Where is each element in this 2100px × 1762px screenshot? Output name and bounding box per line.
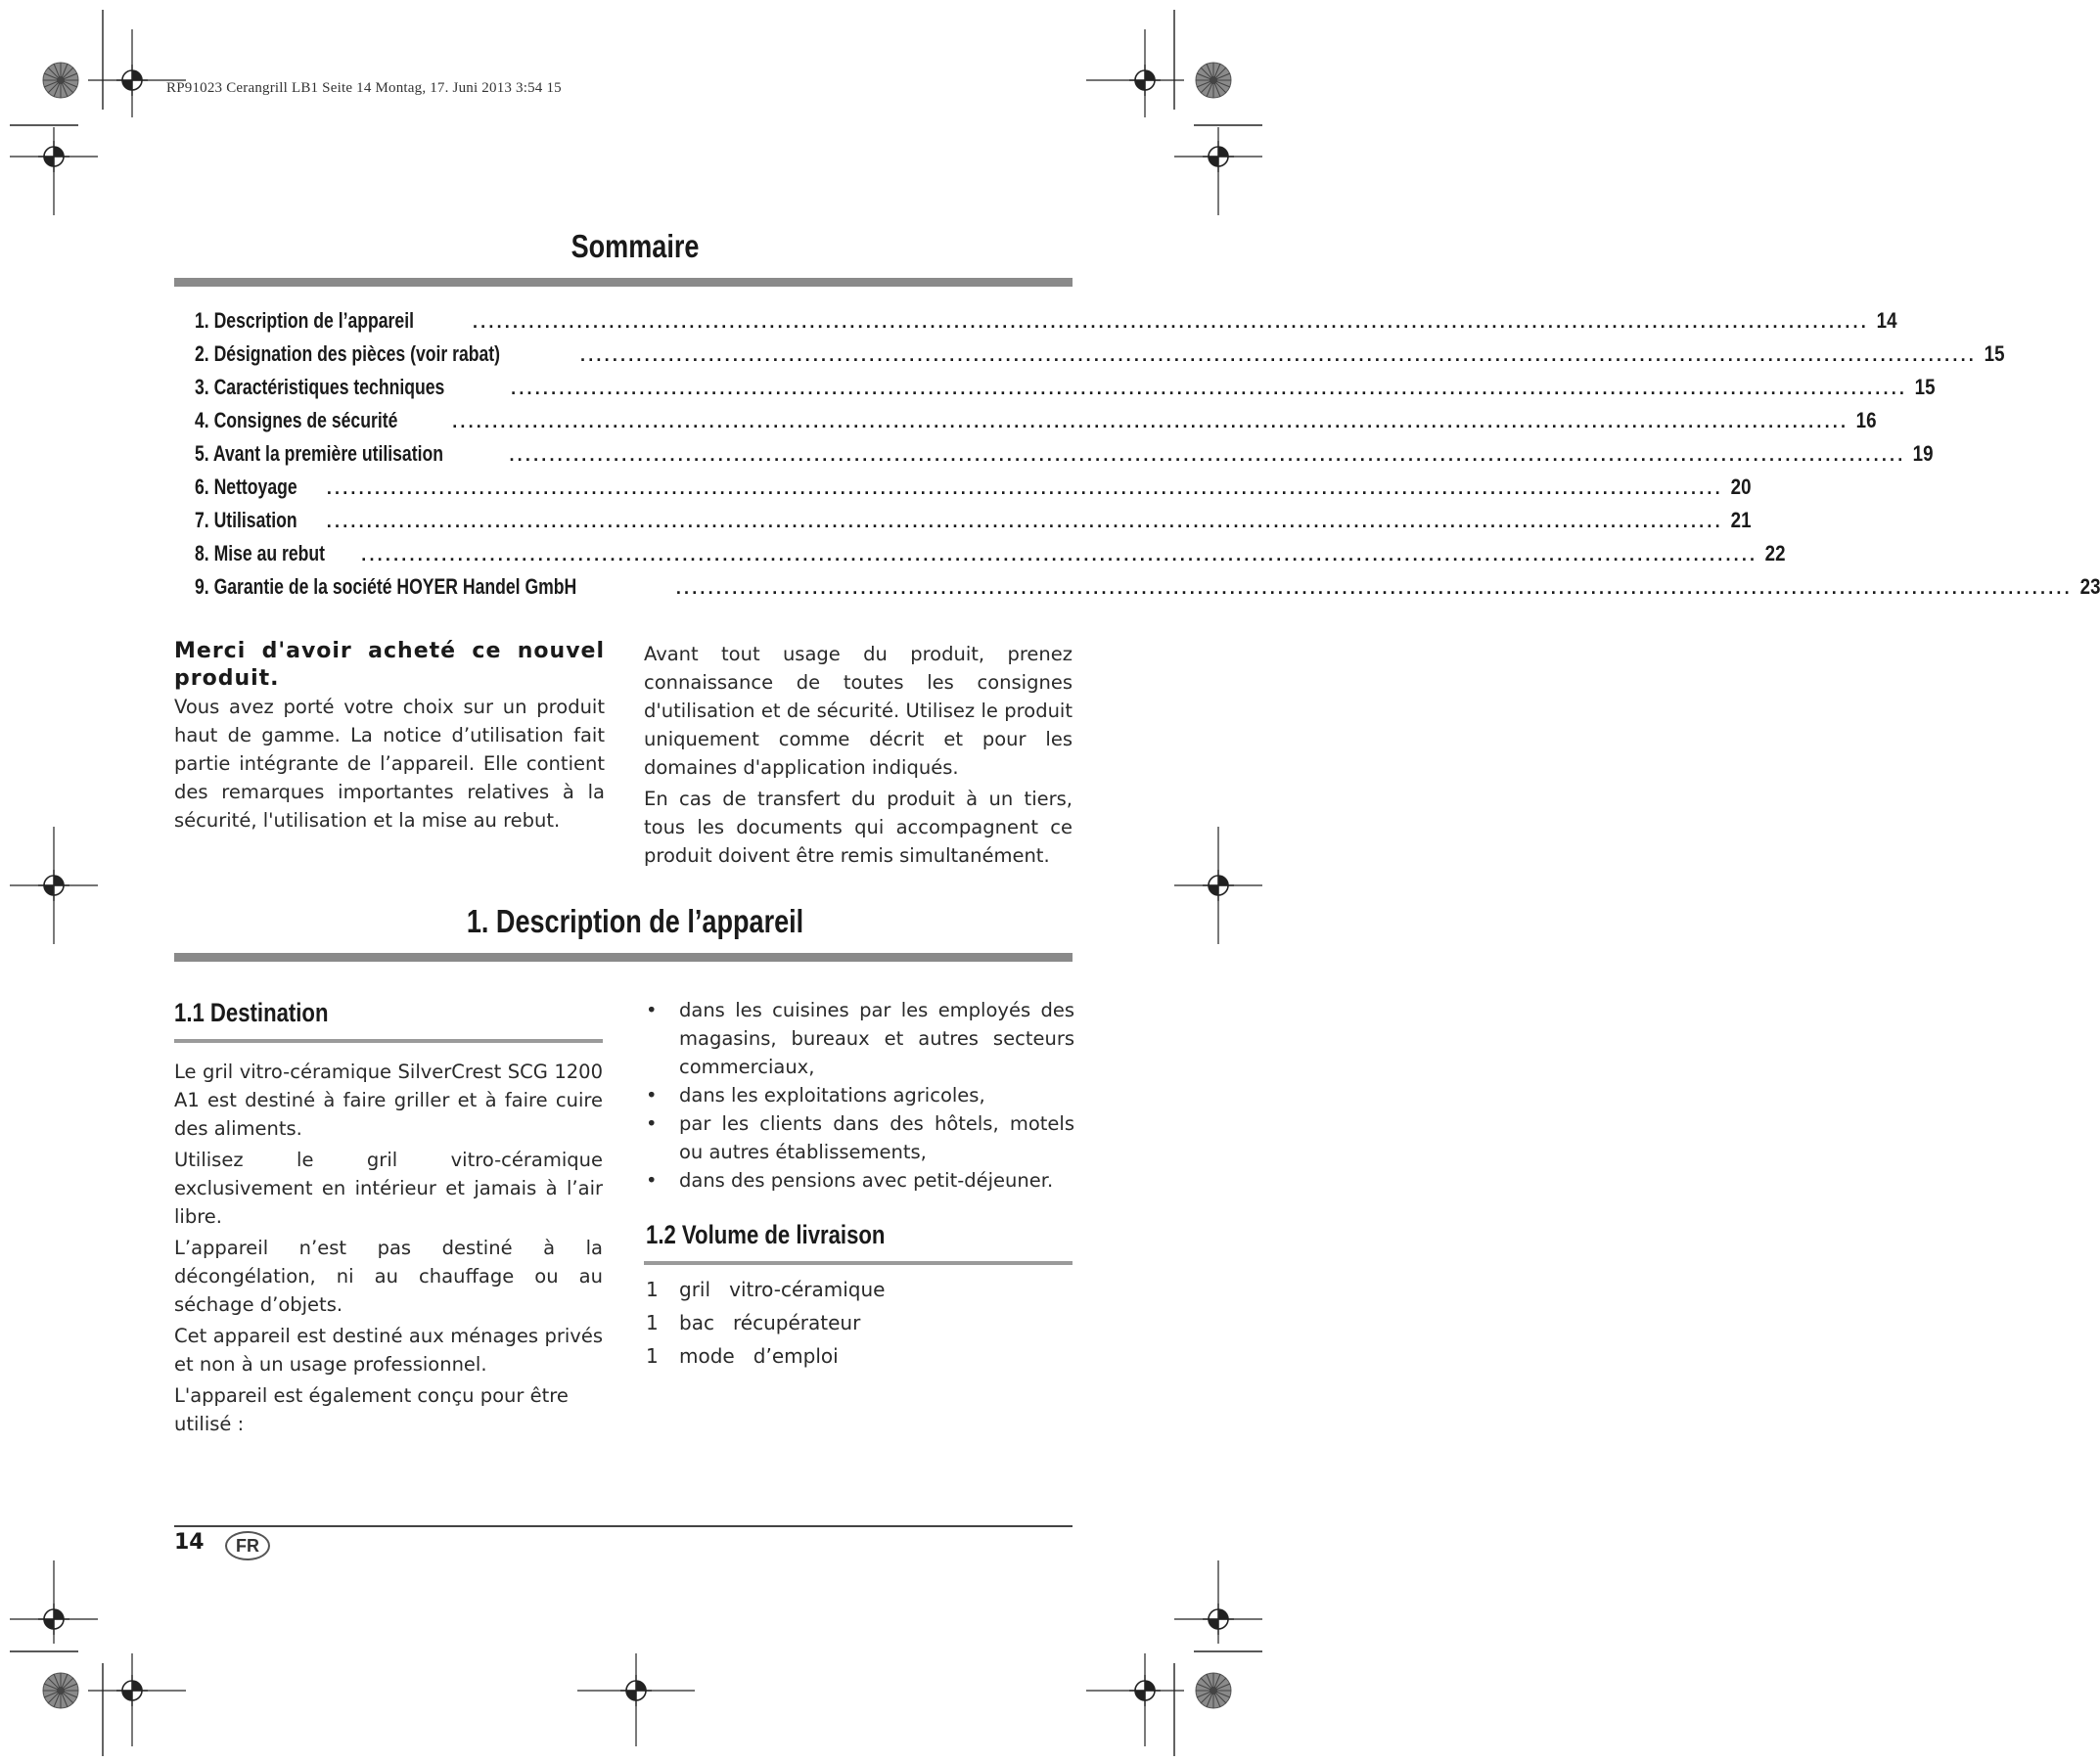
toc-leader-dots: .............................................................................................................................................................................. bbox=[326, 512, 1723, 531]
list-item bbox=[644, 1109, 1074, 1166]
toc-item-page: 19 bbox=[1913, 441, 1934, 466]
toc-item-label: 5. Avant la première utilisation bbox=[195, 441, 443, 466]
subsection-1-1-heading: 1.1 Destination bbox=[174, 998, 329, 1027]
toc-leader-dots: .............................................................................................................................................................................. bbox=[675, 578, 2073, 598]
bullet-icon: • bbox=[646, 1169, 658, 1192]
list-item bbox=[646, 1344, 1073, 1378]
subsection-1-1-rule bbox=[174, 1039, 603, 1043]
subsection-1-1-body bbox=[174, 1058, 603, 1438]
language-code: FR bbox=[236, 1535, 259, 1556]
toc-item[interactable] bbox=[195, 441, 1934, 471]
toc-leader-dots: .............................................................................................................................................................................. bbox=[580, 345, 1977, 365]
item-quantity: 1 bbox=[646, 1278, 659, 1301]
toc-item[interactable] bbox=[195, 408, 1877, 437]
list-item bbox=[644, 1081, 1074, 1109]
toc-item-page: 15 bbox=[1984, 341, 2005, 366]
item-quantity: 1 bbox=[646, 1344, 659, 1368]
toc-item-page: 21 bbox=[1730, 508, 1752, 532]
toc-item-page: 15 bbox=[1914, 375, 1936, 399]
toc-title: Sommaire bbox=[571, 228, 700, 264]
list-item bbox=[646, 1278, 1073, 1311]
toc-item[interactable] bbox=[195, 508, 1752, 537]
delivery-contents-list bbox=[646, 1278, 1073, 1378]
toc-item-page: 14 bbox=[1876, 308, 1897, 333]
subsection-1-2-rule bbox=[644, 1261, 1073, 1265]
usage-bullet-list bbox=[644, 996, 1074, 1195]
toc-item-label: 9. Garantie de la société HOYER Handel GmbH bbox=[195, 574, 577, 599]
list-item-text: dans des pensions avec petit-déjeuner. bbox=[679, 1169, 1054, 1192]
toc-item[interactable] bbox=[195, 474, 1752, 504]
page-number: 14 bbox=[174, 1530, 205, 1555]
item-quantity: 1 bbox=[646, 1311, 659, 1334]
list-item bbox=[644, 996, 1074, 1081]
item-name: mode d’emploi bbox=[679, 1344, 839, 1368]
language-badge bbox=[225, 1531, 270, 1560]
toc-item[interactable] bbox=[195, 375, 1936, 404]
list-item-text: dans les cuisines par les employés des magasins, bureaux et autres secteurs commerciaux, bbox=[679, 999, 1074, 1078]
section-1-title-rule bbox=[174, 953, 1073, 962]
bullet-icon: • bbox=[646, 1084, 658, 1107]
intro-right-column bbox=[644, 640, 1073, 870]
toc-item-label: 7. Utilisation bbox=[195, 508, 297, 532]
toc-item-page: 23 bbox=[2079, 574, 2100, 599]
toc-item-label: 1. Description de l’appareil bbox=[195, 308, 414, 333]
intro-right-paragraph-1: Avant tout usage du produit, prenez connaissance de toutes les consignes d'utilisation et de sécurité. Utilisez le produit uniquement comme décrit et pour les domaines d'application indiqués. bbox=[644, 643, 1073, 779]
toc-item-page: 22 bbox=[1764, 541, 1786, 565]
section-1-title: 1. Description de l’appareil bbox=[466, 903, 804, 939]
item-name: bac récupérateur bbox=[679, 1311, 861, 1334]
destination-paragraph: Cet appareil est destiné aux ménages privés et non à un usage professionnel. bbox=[174, 1325, 603, 1376]
toc-item-label: 3. Caractéristiques techniques bbox=[195, 375, 445, 399]
intro-left-column bbox=[174, 638, 605, 835]
destination-paragraph: Utilisez le gril vitro-céramique exclusivement en intérieur et jamais à l’air libre. bbox=[174, 1149, 603, 1228]
bullet-icon: • bbox=[646, 1112, 658, 1135]
list-item bbox=[646, 1311, 1073, 1344]
toc-leader-dots: .............................................................................................................................................................................. bbox=[472, 312, 1869, 332]
toc-item-label: 6. Nettoyage bbox=[195, 474, 297, 499]
bullet-icon: • bbox=[646, 999, 658, 1021]
intro-right-paragraph-2: En cas de transfert du produit à un tiers, tous les documents qui accompagnent ce produit doivent être remis simultanément. bbox=[644, 788, 1073, 867]
toc-title-rule bbox=[174, 278, 1073, 287]
toc-leader-dots: .............................................................................................................................................................................. bbox=[326, 478, 1723, 498]
destination-paragraph: L’appareil n’est pas destiné à la décongélation, ni au chauffage ou au séchage d’objets. bbox=[174, 1237, 603, 1316]
subsection-1-2-heading: 1.2 Volume de livraison bbox=[646, 1220, 886, 1249]
toc-item-label: 2. Désignation des pièces (voir rabat) bbox=[195, 341, 501, 366]
toc-leader-dots: .............................................................................................................................................................................. bbox=[361, 545, 1758, 565]
list-item-text: dans les exploitations agricoles, bbox=[679, 1084, 985, 1107]
toc-item[interactable] bbox=[195, 308, 1897, 338]
toc-leader-dots: .............................................................................................................................................................................. bbox=[511, 379, 1908, 398]
toc-leader-dots: .............................................................................................................................................................................. bbox=[509, 445, 1906, 465]
destination-paragraph: L'appareil est également conçu pour être utilisé : bbox=[174, 1384, 569, 1435]
intro-heading: Merci d'avoir acheté ce nouvel produit. bbox=[174, 639, 605, 691]
toc-item[interactable] bbox=[195, 541, 1786, 570]
footer-rule bbox=[174, 1525, 1073, 1527]
toc-leader-dots: .............................................................................................................................................................................. bbox=[452, 412, 1849, 431]
intro-left-text: Vous avez porté votre choix sur un produit haut de gamme. La notice d’utilisation fait partie intégrante de l’appareil. Elle contient des remarques importantes relatives à la sécurité, l'utilisation et la mise au rebut. bbox=[174, 696, 605, 832]
item-name: gril vitro-céramique bbox=[679, 1278, 886, 1301]
toc-item-page: 16 bbox=[1855, 408, 1877, 432]
list-item bbox=[644, 1166, 1074, 1195]
toc-item-label: 8. Mise au rebut bbox=[195, 541, 326, 565]
destination-paragraph: Le gril vitro-céramique SilverCrest SCG 1200 A1 est destiné à faire griller et à faire cuire des aliments. bbox=[174, 1061, 603, 1140]
list-item-text: par les clients dans des hôtels, motels ou autres établissements, bbox=[679, 1112, 1074, 1163]
print-slug-line: RP91023 Cerangrill LB1 Seite 14 Montag, 17. Juni 2013 3:54 15 bbox=[166, 80, 562, 96]
toc-item[interactable] bbox=[195, 341, 2005, 371]
toc-item-page: 20 bbox=[1730, 474, 1752, 499]
toc-item-label: 4. Consignes de sécurité bbox=[195, 408, 398, 432]
toc-item[interactable] bbox=[195, 574, 2100, 604]
